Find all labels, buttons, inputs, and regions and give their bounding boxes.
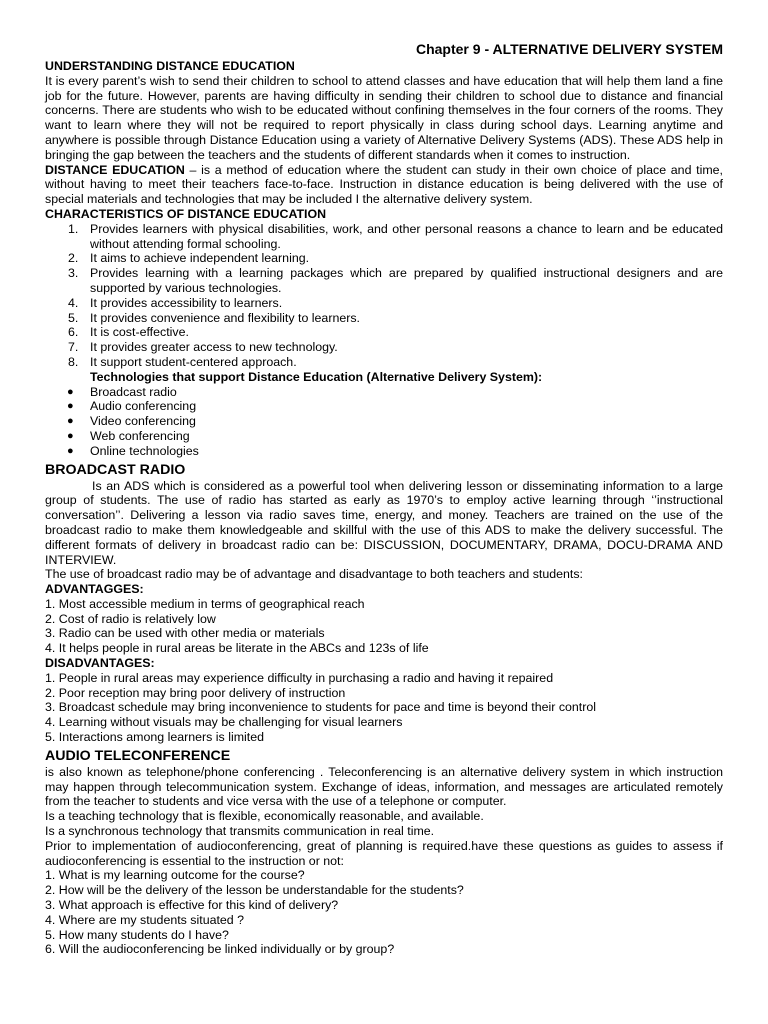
definition-paragraph [45,163,723,207]
list-item: 3. Radio can be used with other media or materials [45,626,325,641]
characteristics-list [45,222,723,370]
list-item: 3. What approach is effective for this kind of delivery? [45,898,339,913]
characteristics-heading: CHARACTERISTICS OF DISTANCE EDUCATION [45,206,327,221]
list-item [45,251,723,266]
audio-heading: AUDIO TELECONFERENCE [45,747,231,764]
list-text: It provides greater access to new technology. [90,340,338,355]
list-number: 6. [68,325,79,340]
document-body [45,41,723,957]
list-item: 1. Most accessible medium in terms of geographical reach [45,596,365,611]
list-item [45,399,723,414]
technologies-heading: Technologies that support Distance Education (Alternative Delivery System): [90,369,543,384]
list-item: 5. How many students do I have? [45,927,229,942]
audio-questions-list [45,868,723,957]
definition-text: – is a method of education where the student can study in their own choice of place and time, without having to meet their teachers face-to-face. Instruction in distance education is being delivered with the use of special materials and technologies that may be included I the alternative delivery system. [45,162,723,207]
understanding-paragraph: It is every parent’s wish to send their children to school to attend classes and have education that will help them land a fine job for the future. However, parents are having difficulty in sending their children to school due to distance and financial concerns. There are students who wish to be educated without confining themselves in the four corners of the rooms. They want to learn where they will not be required to report physically in class during school days. Learning anytime and anywhere is possible through Distance Education using a variety of Alternative Delivery Systems (ADS). These ADS help in bringing the gap between the teachers and the students of different standards when it comes to instruction. [45,73,723,162]
list-item: 2. Poor reception may bring poor delivery of instruction [45,685,346,700]
bullet-icon: ● [67,429,74,442]
list-item: 4. It helps people in rural areas be literate in the ABCs and 123s of life [45,641,429,656]
list-text: Provides learning with a learning packages which are prepared by qualified instructional designers and are supported by various technologies. [90,266,723,295]
definition-term: DISTANCE EDUCATION [45,162,185,177]
list-text: It is cost-effective. [90,325,189,340]
broadcast-heading: BROADCAST RADIO [45,461,186,478]
list-item [45,429,723,444]
list-item: 2. How will be the delivery of the lesson be understandable for the students? [45,883,464,898]
list-text: Online technologies [90,443,199,458]
list-number: 2. [68,251,79,266]
list-item [45,414,723,429]
list-text: Provides learners with physical disabilities, work, and other personal reasons a chance to learn and be educated without attending formal schooling. [90,221,723,251]
disadvantages-list [45,671,723,745]
broadcast-paragraph: Is an ADS which is considered as a powerful tool when delivering lesson or disseminating information to a large group of students. The use of radio has started as early as 1970’s to employ active learning through ‘’instructional conversation’’. Delivering a lesson via radio saves time, energy, and money. Teachers are trained on the use of the broadcast radio to make them knowledgeable and skillful with the use of this ADS to make the delivery successful. The different formats of delivery in broadcast radio can be: DISCUSSION, DOCUMENTARY, DRAMA, DOCU-DRAMA AND INTERVIEW. [45,478,723,567]
technologies-list [45,385,723,459]
list-text: It aims to achieve independent learning. [90,251,310,266]
audio-planning-paragraph: Prior to implementation of audioconferencing, great of planning is required.have these questions as guides to assess if audioconferencing is essential to the instruction or not: [45,838,723,868]
bullet-icon: ● [67,444,74,457]
list-item [45,266,723,296]
list-text: Web conferencing [90,428,190,443]
list-item: 1. What is my learning outcome for the course? [45,868,305,883]
list-text: It provides accessibility to learners. [90,295,283,310]
list-item [45,222,723,252]
list-item [45,355,723,370]
list-number: 7. [68,340,79,355]
list-item [45,340,723,355]
audio-paragraph: is also known as telephone/phone conferencing . Teleconferencing is an alternative delivery system in which instruction may happen through telecommunication system. Exchange of ideas, information, and messages are articulated remotely from the teacher to students and vice versa with the use of a telephone or computer. [45,764,723,809]
advantages-list [45,597,723,656]
bullet-icon: ● [67,385,74,398]
advantages-label: ADVANTAGGES: [45,582,144,597]
list-item: 5. Interactions among learners is limited [45,730,265,745]
list-text: Video conferencing [90,414,196,429]
list-item [45,325,723,340]
list-item: 1. People in rural areas may experience difficulty in purchasing a radio and having it repaired [45,670,554,685]
list-item [45,385,723,400]
list-number: 5. [68,310,79,325]
list-number: 4. [68,295,79,310]
list-item: 2. Cost of radio is relatively low [45,611,216,626]
list-number: 3. [68,266,79,281]
list-item [45,444,723,459]
audio-line-synchronous: Is a synchronous technology that transmits communication in real time. [45,824,435,839]
chapter-title: Chapter 9 - ALTERNATIVE DELIVERY SYSTEM [415,41,723,57]
list-text: Broadcast radio [90,384,177,399]
list-text: It provides convenience and flexibility to learners. [90,310,360,325]
understanding-heading: UNDERSTANDING DISTANCE EDUCATION [45,59,295,73]
bullet-icon: ● [67,415,74,428]
list-text: Audio conferencing [90,399,197,414]
list-item [45,311,723,326]
bullet-icon: ● [67,400,74,413]
disadvantages-label: DISADVANTAGES: [45,656,155,671]
list-number: 1. [68,221,79,236]
list-item: 4. Where are my students situated ? [45,912,245,927]
list-item: 6. Will the audioconferencing be linked individually or by group? [45,942,395,957]
list-item: 3. Broadcast schedule may bring inconvenience to students for pace and time is beyond their control [45,700,597,715]
broadcast-intro: The use of broadcast radio may be of advantage and disadvantage to both teachers and students: [45,567,583,582]
list-item: 4. Learning without visuals may be challenging for visual learners [45,715,403,730]
audio-line-flexible: Is a teaching technology that is flexible, economically reasonable, and available. [45,809,484,824]
list-item [45,296,723,311]
list-number: 8. [68,354,79,369]
list-text: It support student-centered approach. [90,354,297,369]
